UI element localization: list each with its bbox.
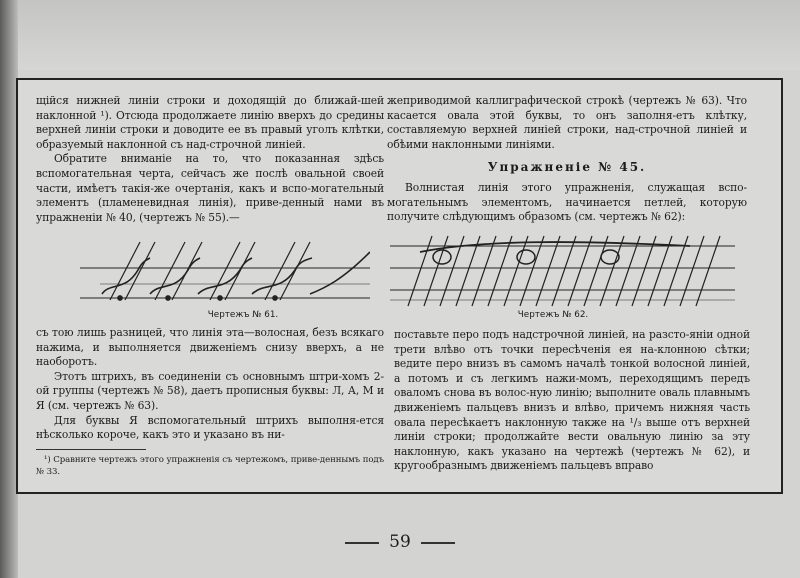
page-number-dash-left <box>345 542 379 544</box>
paragraph: поставьте перо подъ надстрочной линіей, на разсто-яніи одной трети влѣво отъ точки пересѣченія ея на-клонною сѣтки; ведите перо внизъ въ самомъ началѣ тонкой волосной линіей, а потомъ и съ легкимъ нажи-момъ, переходящимъ передъ оваломъ снова въ волос-ную линію; выполните оваль плавнымъ движеніемъ пальцевъ внизъ и влѣво, причемъ нижняя часть овала пересѣкаетъ наклонную также на ¹/₃ выше отъ верхней линіи строки; продолжайте вести овальную линію за эту наклонную, какъ указано на чертежѣ (чертежъ № 62), и кругообразнымъ движеніемъ пальцевъ вправо <box>394 328 750 473</box>
paragraph: жеприводимой каллиграфической строкѣ (чертежъ № 63). Что касается овала этой буквы, то онъ заполня-етъ клѣтку, составляемую верхней линіей строки, над-строчной линіей и обѣими наклонными линіями. <box>387 94 747 151</box>
figure-61-caption: Чертежъ № 61. <box>207 310 279 320</box>
page-top-margin <box>0 0 800 70</box>
page-number-dash-right <box>421 542 455 544</box>
footnote: ¹) Сравните чертежъ этого упражненія съ чертежомъ, приве-деннымъ подъ № 33. <box>36 454 384 477</box>
page-number-text: 59 <box>389 532 411 552</box>
paragraph: Этотъ штрихъ, въ соединеніи съ основнымъ штри-хомъ 2-ой группы (чертежъ № 58), даетъ прописныя буквы: Л, А, М и Я (см. чертежъ № 63). <box>36 369 384 412</box>
footnote-divider <box>36 449 146 450</box>
figure-62-drawing <box>390 230 735 310</box>
figure-62-caption: Чертежъ № 62. <box>517 310 589 320</box>
paragraph: Обратите вниманіе на то, что показанная здѣсь вспомогательная черта, сейчасъ же послѣ овальной своей части, имѣетъ такія-же очертанія, какъ и вспо-могательный элементъ (пламеневидная линія), приве-денный нами въ упражненіи № 40, (чертежъ № 55).— <box>36 152 384 224</box>
figure-61-drawing <box>80 230 370 310</box>
paragraph: щійся нижней линіи строки и доходящій до ближай-шей наклонной ¹). Отсюда продолжаете линію вверхъ до средины верхней линіи строки и доводите ее въ правый уголъ клѣтки, образуемый наклонной съ над-строчной линіей. <box>36 94 384 151</box>
right-column-top <box>387 94 747 225</box>
left-column-top <box>36 94 384 225</box>
paragraph: съ тою лишь разницей, что линія эта—волосная, безъ всякаго нажима, и выполняется движеніемъ снизу вверхъ, а не наоборотъ. <box>36 326 384 369</box>
left-column-bottom <box>36 326 384 478</box>
paragraph: Для буквы Я вспомогательный штрихъ выполня-ется нѣсколько короче, какъ это и указано въ ни- <box>36 413 384 442</box>
page-number <box>0 532 800 552</box>
page-frame <box>16 78 783 494</box>
paragraph: Волнистая линія этого упражненія, служащая вспо-могательнымъ элементомъ, начинается петлей, которую получите слѣдующимъ образомъ (см. чертежъ № 62): <box>387 180 747 224</box>
exercise-heading: Упражненіе № 45. <box>487 160 647 175</box>
right-column-bottom <box>394 328 750 474</box>
